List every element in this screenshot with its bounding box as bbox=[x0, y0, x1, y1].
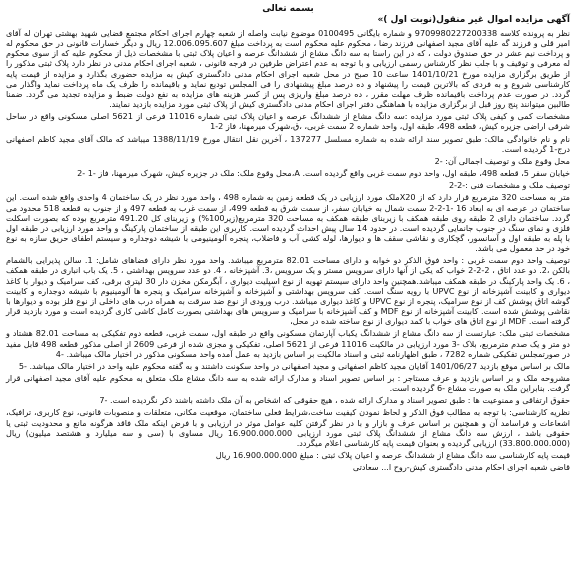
intro-paragraph: نظر به پرونده کلاسه 9709980227200338 و شماره بایگانی 0100495 موضوع نیابت واصله از شعبه چهارم اجرای احکام مجتمع قضایی شهید بهشتی تهران له آقای امیر قلی و فرزند گه علیه آقای مجید اصفهانی فرزند رضا ، محکوم علیه محکوم است به پرداخت مبلغ 12.006.095.607 ریال و دیگر خسارات قانونی در حق محکوم له و پرداخت نیم عشر در حق صندوق دولت ، که در این راستا به سه دانگ مشاع از ششدانگ عرصه و اعیان پلاک ثبتی با مشخصات ذیل از محکوم علیه که از سوی محکوم له معرفی و توقیف و با جلب نظر کارشناس رسمی ارزیابی و با توجه به عدم اعتراض طرفین در فرجه قانونی ، شعبه اجرای احکام مدنی در نظر دارد پلاک ثبتی مذکور را از طریق برگزاری مزایده مورخ 1401/10/21 ساعت 10 صبح در محل شعبه اجرای احکام مدنی دادگستری کیش به مزایده حضوری بگذارد و مزایده از قیمت پایه کارشناسی شروع و به فردی که بالاترین قیمت را پیشنهاد و ده درصد مبلغ پیشنهادی را فی المجلس تودیع نماید و باقیمانده را ظرف یک ماه پرداخت نماید واگذار می گردد. در صورت عدم پرداخت باقیمانده ظرف مهلت مقرر ، ده درصد مبلغ واریزی پس از کسر هزینه های مزایده به نفع دولت ضبط و مزایده تجدید می گردد. ضمنا طالبین میتوانند پنج روز قبل از برگزاری مزایده با هماهنگی دفتر اجرای احکام مدنی دادگستری کیش از پلاک ثبتی مورد مزایده بازدید نمایند. bbox=[6, 28, 571, 110]
technical-heading: توصیف ملک و مشخصات فنی :-2-2 bbox=[449, 180, 570, 191]
base-price-line: قیمت پایه کارشناسی سه دانگ مشاع از ششدانگ عرصه و اعیان پلاک ثبتی : مبلغ 16.900.000.000 ریال bbox=[215, 450, 570, 461]
easement-paragraph: حقوق ارتفاقی و ممنوعیت ها : طبق تصویر اسناد و مدارک ارائه شده ، هیچ حقوقی که اشخاص به آن ملک داشته باشند ذکر نگردیده است. -7 bbox=[99, 395, 570, 406]
notice-document bbox=[6, 0, 570, 472]
ownership-paragraph: مشروحه ملک و بر اساس بازدید و عرف مستاجر : بر اساس تصویر اسناد و مدارک ارائه شده به سه دانگ مشاع ملک متعلق به محکوم علیه آقای مجید اصفهانی قرار گرفت. بنابراین ملک به صورت مشاع -6 گردیده است. bbox=[6, 373, 570, 394]
owner-paragraph: نام و نام خانوادگی مالک: طبق تصویر سند ارائه شده به شماره مسلسل 137277 ، آخرین نقل انتقال مورخ 1388/11/19 میباشد که مالک آقای مجید کاظم اصفهانی درج-1 گردیده است. bbox=[6, 133, 570, 154]
judge-signature: قاضی شعبه اجرای احکام مدنی دادگستری کیش-روح ا... سعادتی bbox=[352, 462, 570, 473]
occupancy-paragraph: مالک بر اساس موقع بازدید 1401/06/27 آقایان مجید کاظم اصفهانی و مجید اصفهانی در واحد سکونت داشتند و به گفته محکوم علیه واحد در اختیار مالک میباشد. -5 bbox=[18, 360, 570, 371]
notice-title: آگهی مزایده اموال غیر منقول(نوبت اول )» bbox=[377, 15, 570, 25]
unit-description-paragraph: توصیف واحد دوم سمت غربی : واحد فوق الذکر دو خوابه و دارای مساحت 82.01 مترمربع میباشد. واحد مورد نظر دارای فضاهای شامل: 1. سالن پذیرایی بالشمام بالکن ،2. دو عدد اتاق ، 2-2-2 خواب که یکی از آنها دارای سرویس مستر و یک سرویس ،3. آشپزخانه ، 4. دو عدد سرویس بهداشتی ، 5. یک باب انباری در طبقه همکف ، 6. یک واحد پارکینگ در طبقه همکف میباشد.همچنین واحد دارای سیستم تهویه از نوع اسپلیت دیواری ، آبگرمکن مخزن دار 30 لیتری برقی، کف سرامیک و دیوار با کاغذ دیواری و کابینت آشپزخانه از نوع UPVC با رویه سنگ است. کف سرویس بهداشتی و آشپزخانه و آشپزخانه سرامیک و پنجره ها آلومینیوم با شیشه دوجداره و کابینت گوشه اتاق پوشش کف از نوع سرامیک، پنجره از نوع UPVC و کاغذ دیواری میباشد. درب ورودی از نوع ضد سرقت به همراه درب های داخلی از نوع فلز بوده و دیوارها با نقاشی پوشش شده است. کابینت آشپزخانه از نوع MDF و کف آشپزخانه با سرامیک و سرویس های بهداشتی بصورت کامل کاشی کاری گردیده است و مورد بازدید قرار گرفته است. MDF از نوع اتاق های خواب با کمد دیواری از نوع ساخته شده در محل، bbox=[6, 255, 570, 327]
location-heading: محل وقوع ملک و توصیف اجمالی آن: -2 bbox=[434, 155, 570, 166]
location-paragraph: خیابان سفر 5، قطعه 498، طبقه اول، واحد دوم سمت غربی واقع گردیده است. A،محل وقوع ملک: ملک در جزیره کیش، شهرک میرمهنا، فاز -1 -2 bbox=[77, 168, 570, 179]
notice-heading: بسمه تعالی bbox=[262, 4, 314, 14]
registry-paragraph: مشخصات ثبتی ملک: عبارتست از سه دانگ مشاع از ششدانگ یکباب آپارتمان مسکونی واقع در طبقه اول، سمت غربی، قطعه دوم تفکیکی به مساحت 82.01 هشتاد و دو متر و یک صدم مترمربع، بلاک -3 مورد ارزیابی در مالکیت 11016 فرعی از 5621 اصلی، تفکیکی و مجزی شده از فرعی 2609 از اصلی مذکور قطعه 498 قابل مفید در صورتمجلس تفکیکی شماره 7282 ، طبق اظهارنامه ثبتی و اسناد مالکیت بر اساس بازدید به عمل آمده واحد مسکونی مذکور در اختیار مالک میباشد. -4 bbox=[6, 328, 570, 359]
expert-opinion-paragraph: نظریه کارشناسی: با توجه به مطالب فوق الذکر و لحاظ نمودن کیفیت ساخت،شرایط فعلی ساختمان، موقعیت مکانی، متعلقات و منصوبات قانونی، نوع کاربری، ترافیک، اشعاعات و فراسامد آن و همچنین بر اساس عرف و بازار و با در نظر گرفتن کلیه عوامل موثر در ارزیابی و با فرض اینکه ملک فاقد هرگونه مانع و محدودیت ثبتی یا حقوقی باشد ، ارزش سه دانگ مشاع از ششدانگ پلاک ثبتی مورد ارزیابی 16.900.000.000 ریال مساوی با (سی و سه میلیارد و هشتصد میلیون) ریال (33.800.000.000) ارزیابی گردیده و بعنوان قیمت پایه کارشناسی اعلام میگردد. bbox=[6, 407, 570, 448]
building-paragraph: متر به مساحت 320 مترمربع قرار دارد که از X20ملک مورد ارزیابی در یک قطعه زمین به شماره 498 ، واحد مورد نظر در یک ساختمان 4 واحدی واقع شده است. این ساختمان در عرصه ای به ابعاد 16 -1-2-2 سمت شمال به خیابان سفر، از سمت شرق به قطعه 499، از سمت غرب به قطعه 497 و از جنوب به قطعه 518 محدود می گردد. ساختمان دارای 2 طبقه روی طبقه همکف با زیربنای طبقه همکف به مساحت 320 مترمربع(زیر100%) و زیربنای کل 491.20 مترمربع بوده که بصورت اسکلت فلزی و نمای سنگ در جنوب جانمایی گردیده است. در حدود 14 سال پیش احداث گردیده است. کاربری این طبقه از ساختمان پارکینگ و واحد مورد ارزیابی در طبقه اول با پله به طبقه اول و آسانسور، گچکاری و نقاشی سقف ها و دیوارها، لوله کشی آب و فاضلاب، پنجره آلومینیومی با شیشه دوجداره و سیستم اطفای حریق سازه به نوع خود در حد معمول می باشد. bbox=[6, 192, 570, 254]
property-spec-paragraph: مشخصات کمی و کیفی پلاک ثبتی مورد مزایده :سه دانگ مشاع از ششدانگ عرصه و اعیان پلاک ثبتی شماره 11016 فرعی از 5621 اصلی مسکونی واقع در ساحل شرقی اراضی جزیره کیش، قطعه 498، طبقه اول، واحد شماره 2 سمت غربی، ،ق،شهرک میرمهنا، فاز 2-1 bbox=[6, 111, 570, 132]
